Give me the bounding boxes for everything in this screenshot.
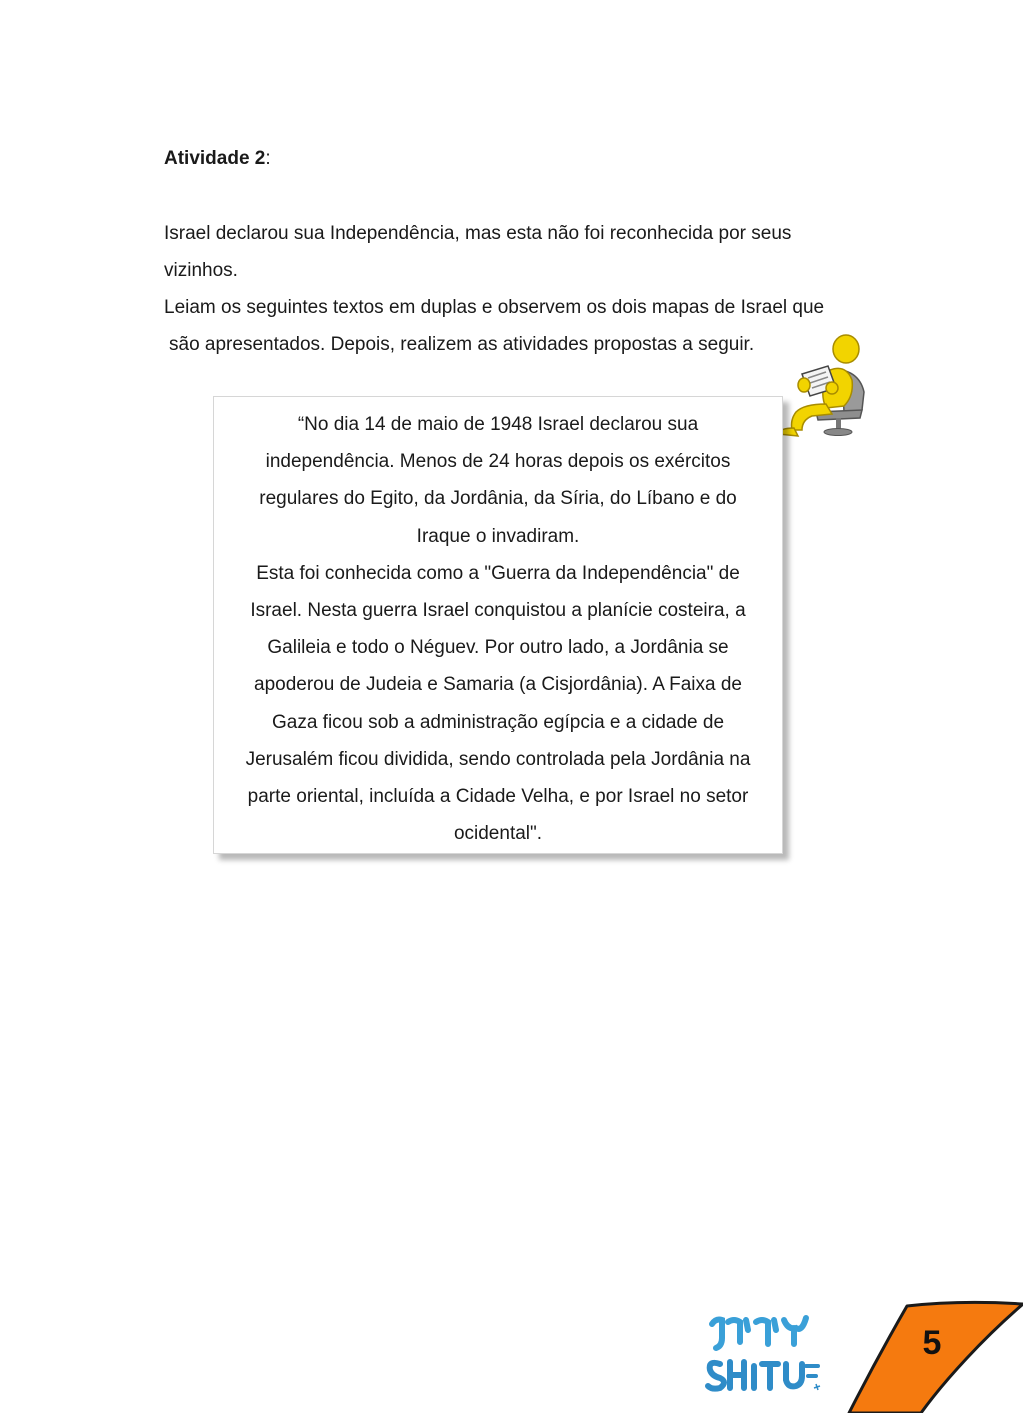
intro-line: vizinhos. <box>164 260 238 281</box>
quote-line: Galileia e todo o Néguev. Por outro lado, a Jordânia se <box>267 637 729 659</box>
intro-line: Leiam os seguintes textos em duplas e observem os dois mapas de Israel que <box>164 297 825 318</box>
quote-line: Esta foi conhecida como a "Guerra da Independência" de <box>256 562 740 584</box>
quote-line: Israel. Nesta guerra Israel conquistou a planície costeira, a <box>250 600 746 622</box>
person-reading-icon <box>772 330 874 438</box>
shituf-logo <box>702 1308 824 1392</box>
intro-line: são apresentados. Depois, realizem as atividades propostas a seguir. <box>169 334 755 355</box>
quote-line: regulares do Egito, da Jordânia, da Síria, do Líbano e do <box>259 488 737 510</box>
quote-box <box>213 396 783 854</box>
intro-line: Israel declarou sua Independência, mas esta não foi reconhecida por seus <box>164 223 792 244</box>
quote-line: Iraque o invadiram. <box>416 525 580 547</box>
quote-line: parte oriental, incluída a Cidade Velha, e por Israel no setor <box>247 786 749 808</box>
quote-line: apoderou de Judeia e Samaria (a Cisjordânia). A Faixa de <box>254 674 742 696</box>
activity-heading <box>164 147 271 171</box>
quote-line: ocidental". <box>453 823 543 845</box>
quote-line: Gaza ficou sob a administração egípcia e a cidade de <box>271 711 725 733</box>
quote-line: “No dia 14 de maio de 1948 Israel declarou sua <box>297 414 699 435</box>
activity-title-colon: : <box>265 148 271 169</box>
quote-line: Jerusalém ficou dividida, sendo controlada pela Jordânia na <box>245 748 751 770</box>
activity-title: Atividade 2 <box>164 148 266 169</box>
page-number: 5 <box>922 1324 942 1362</box>
quote-line: independência. Menos de 24 horas depois os exércitos <box>265 451 731 473</box>
